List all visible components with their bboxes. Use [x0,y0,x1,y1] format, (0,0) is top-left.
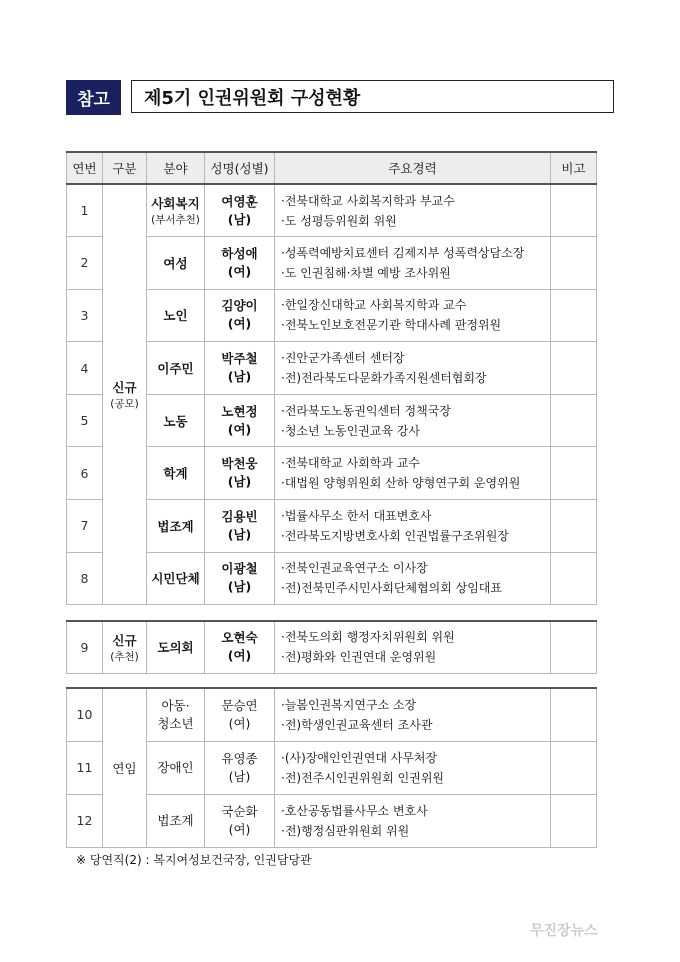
field-label: 시민단체 [151,571,200,587]
page-title: 제5기 인권위원회 구성현황 [131,80,614,113]
category-label: 신규 [112,380,137,396]
field-sub-label: (부서추천) [151,214,200,227]
col-header-field: 분야 [147,152,205,184]
member-name: 이광철 [221,561,258,577]
remarks-cell [551,794,597,847]
name-cell [205,621,275,673]
name-cell [205,237,275,290]
field-cell: 도의회 [147,621,205,673]
career-cell [275,621,551,673]
category-label: 신규 [112,632,137,648]
name-cell [205,688,275,741]
career-line: ·호산공동법률사무소 변호사 [281,803,428,818]
col-header-career: 주요경력 [275,152,551,184]
row-number: 5 [67,394,103,447]
career-line: ·도 인권침해·차별 예방 조사위원 [281,265,451,280]
member-name: 문승연 [221,697,258,713]
member-name: 국순화 [221,803,258,819]
field-cell [147,688,205,741]
name-cell [205,447,275,500]
remarks-cell [551,500,597,553]
name-cell [205,552,275,605]
career-cell [275,394,551,447]
name-cell [205,794,275,847]
name-cell [205,289,275,342]
row-number: 4 [67,342,103,395]
career-line: ·늘봄인권복지연구소 소장 [281,697,417,712]
col-header-category: 구분 [103,152,147,184]
field-label: 법조계 [157,812,194,828]
col-header-name: 성명(성별) [205,152,275,184]
footnote: ※ 당연직(2) : 복지여성보건국장, 인권담당관 [76,853,312,867]
name-cell [205,184,275,237]
career-line: ·전라북도노동권익센터 정책국장 [281,403,451,418]
member-name: 박천웅 [221,456,258,472]
field-cell [147,237,205,290]
career-line: ·전북인권교육연구소 이사장 [281,561,428,576]
remarks-cell [551,342,597,395]
row-number: 8 [67,552,103,605]
career-line: ·도 성평등위원회 위원 [281,213,397,228]
member-name: 김양이 [221,298,258,314]
table-row [67,237,597,290]
career-line: ·전)학생인권교육센터 조사관 [281,717,433,732]
table-row [67,621,597,673]
table-row [67,794,597,847]
row-number: 11 [67,741,103,794]
row-number: 12 [67,794,103,847]
remarks-cell [551,621,597,673]
member-gender: (남) [227,579,252,595]
category-sub-label: (공모) [110,398,139,411]
remarks-cell [551,289,597,342]
career-line: ·전라북도지방변호사회 인권법률구조위원장 [281,528,509,543]
member-name: 오현숙 [221,630,258,646]
remarks-cell [551,394,597,447]
row-number: 3 [67,289,103,342]
field-label: 장애인 [157,759,194,775]
remarks-cell [551,552,597,605]
career-line: ·전)평화와 인권연대 운영위원 [281,650,437,665]
career-line: ·전북대학교 사회학과 교수 [281,456,420,471]
field-cell [147,552,205,605]
category-cell [103,621,147,673]
remarks-cell [551,741,597,794]
field-label: 아동· [161,697,190,713]
table-row [67,741,597,794]
member-gender: (남) [227,526,252,542]
career-line: ·법률사무소 한서 대표변호사 [281,508,432,523]
row-number: 7 [67,500,103,553]
member-gender: (남) [227,474,252,490]
table-row [67,500,597,553]
career-line: ·전)전주시인권위원회 인권위원 [281,770,445,785]
career-cell [275,552,551,605]
field-label: 노동 [163,413,188,429]
table-header-row [67,152,597,184]
career-cell [275,237,551,290]
member-gender: (여) [227,316,252,332]
career-line: ·전)전북민주시민사회단체협의회 상임대표 [281,581,502,596]
table-row [67,447,597,500]
category-cell: 연임 [103,688,147,847]
table-row [67,552,597,605]
reference-badge: 참고 [66,80,121,115]
member-name: 박주철 [221,351,258,367]
category-cell [103,184,147,605]
remarks-cell [551,237,597,290]
career-line: ·성폭력예방치료센터 김제지부 성폭력상담소장 [281,245,525,260]
career-cell [275,688,551,741]
name-cell [205,394,275,447]
career-line: ·전)행정심판위원회 위원 [281,823,410,838]
field-cell [147,394,205,447]
committee-table-reappointed [66,687,597,848]
career-line: ·전북노인보호전문기관 학대사례 판정위원 [281,318,502,333]
row-number: 9 [67,621,103,673]
remarks-cell [551,447,597,500]
field-label: 사회복지 [151,196,200,212]
table-row [67,394,597,447]
field-label: 학계 [163,466,188,482]
member-gender: (여) [228,715,251,731]
field-cell [147,447,205,500]
member-gender: (여) [228,821,251,837]
member-name: 김용빈 [221,508,258,524]
watermark-logo: 무진장뉴스 [530,923,598,939]
career-line: ·전)전라북도다문화가족지원센터협회장 [281,371,487,386]
member-gender: (남) [227,369,252,385]
career-line: ·(사)장애인인권연대 사무처장 [281,750,438,765]
row-number: 1 [67,184,103,237]
field-label: 이주민 [157,361,194,377]
field-cell [147,741,205,794]
member-name: 노현정 [221,403,258,419]
col-header-no: 연번 [67,152,103,184]
career-line: ·한일장신대학교 사회복지학과 교수 [281,298,467,313]
row-number: 10 [67,688,103,741]
field-cell [147,184,205,237]
career-cell [275,289,551,342]
member-gender: (여) [227,421,252,437]
title-bar [66,80,614,115]
name-cell [205,342,275,395]
field-label-line2: 청소년 [157,715,194,731]
career-cell [275,447,551,500]
row-number: 2 [67,237,103,290]
field-cell [147,289,205,342]
table-row [67,289,597,342]
career-line: ·대법원 양형위원회 산하 양형연구회 운영위원 [281,476,521,491]
career-cell [275,500,551,553]
table-row [67,184,597,237]
career-line: ·전북도의회 행정자치위원회 위원 [281,630,455,645]
field-cell [147,794,205,847]
committee-table-new-recommended [66,620,597,674]
career-line: ·진안군가족센터 센터장 [281,351,405,366]
member-gender: (여) [227,648,252,664]
category-sub-label: (추천) [110,650,139,663]
member-gender: (남) [227,211,252,227]
member-name: 유영종 [221,750,258,766]
field-label: 여성 [163,255,188,271]
remarks-cell [551,688,597,741]
col-header-remarks: 비고 [551,152,597,184]
career-cell [275,342,551,395]
field-label: 노인 [163,308,188,324]
member-gender: (남) [228,768,251,784]
field-label: 법조계 [157,518,194,534]
table-row [67,342,597,395]
career-cell [275,741,551,794]
member-name: 하성애 [221,245,258,261]
career-line: ·전북대학교 사회복지학과 부교수 [281,193,455,208]
field-cell [147,342,205,395]
name-cell [205,500,275,553]
member-name: 여영훈 [221,193,258,209]
remarks-cell [551,184,597,237]
field-cell [147,500,205,553]
member-gender: (여) [227,263,252,279]
row-number: 6 [67,447,103,500]
name-cell [205,741,275,794]
career-cell [275,794,551,847]
career-line: ·청소년 노동인권교육 강사 [281,423,420,438]
career-cell [275,184,551,237]
committee-table-new-public [66,151,597,605]
table-row [67,688,597,741]
